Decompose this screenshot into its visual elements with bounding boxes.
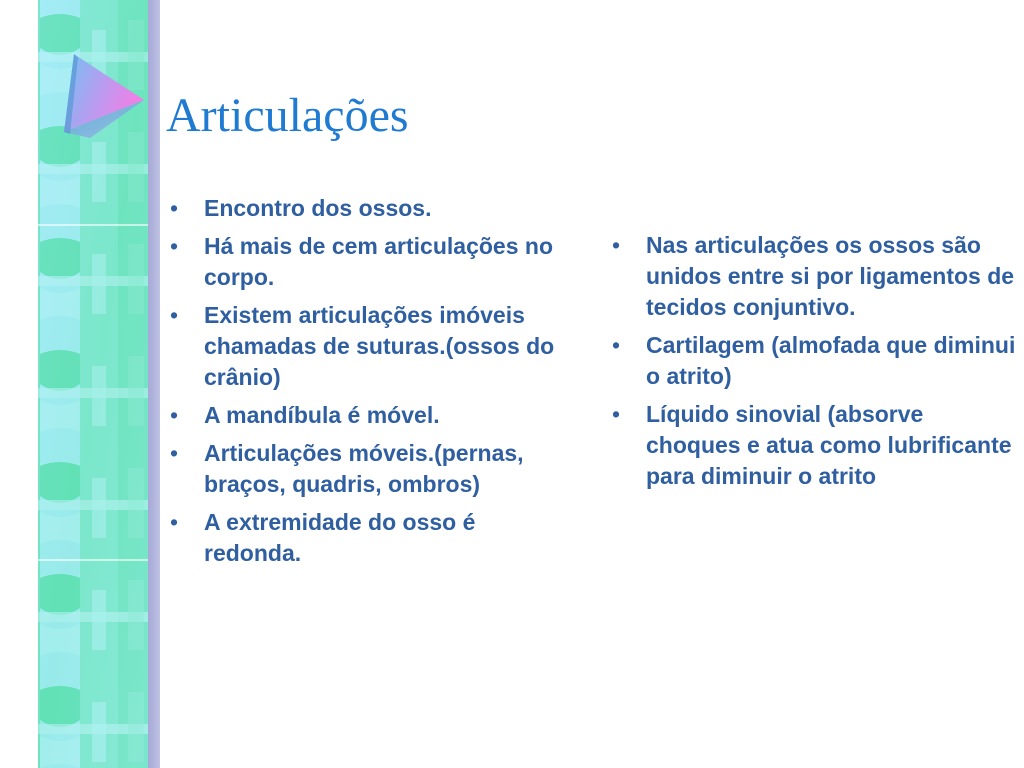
list-item [168,193,563,224]
list-item-text: A mandíbula é móvel. [204,402,440,428]
bullet-icon: • [170,509,179,535]
list-item [168,300,563,393]
list-item-text: Líquido sinovial (absorve choques e atua como lubrificante para diminuir o atrito [646,401,1012,489]
bullet-icon: • [170,233,179,259]
slide-title: Articulações [166,89,409,142]
bullet-icon: • [170,440,179,466]
bullet-icon: • [612,332,621,358]
bullet-icon: • [612,401,621,427]
pointer-arrow-icon [60,52,150,147]
left-bullet-list [168,193,563,576]
right-bullet-list [610,230,1022,499]
bullet-icon: • [170,195,179,221]
list-item [168,400,563,431]
list-item-text: Cartilagem (almofada que diminui o atrito) [646,332,1016,389]
list-item [168,507,563,569]
list-item [610,399,1022,492]
list-item-text: Encontro dos ossos. [204,195,432,221]
list-item-text: Há mais de cem articulações no corpo. [204,233,553,290]
list-item-text: Articulações móveis.(pernas, braços, quadris, ombros) [204,440,524,497]
list-item-text: A extremidade do osso é redonda. [204,509,476,566]
list-item-text: Existem articulações imóveis chamadas de suturas.(ossos do crânio) [204,302,555,390]
list-item [610,330,1022,392]
list-item [610,230,1022,323]
list-item [168,438,563,500]
list-item-text: Nas articulações os ossos são unidos entre si por ligamentos de tecidos conjuntivo. [646,232,1015,320]
bullet-icon: • [612,232,621,258]
bullet-icon: • [170,402,179,428]
bullet-icon: • [170,302,179,328]
list-item [168,231,563,293]
